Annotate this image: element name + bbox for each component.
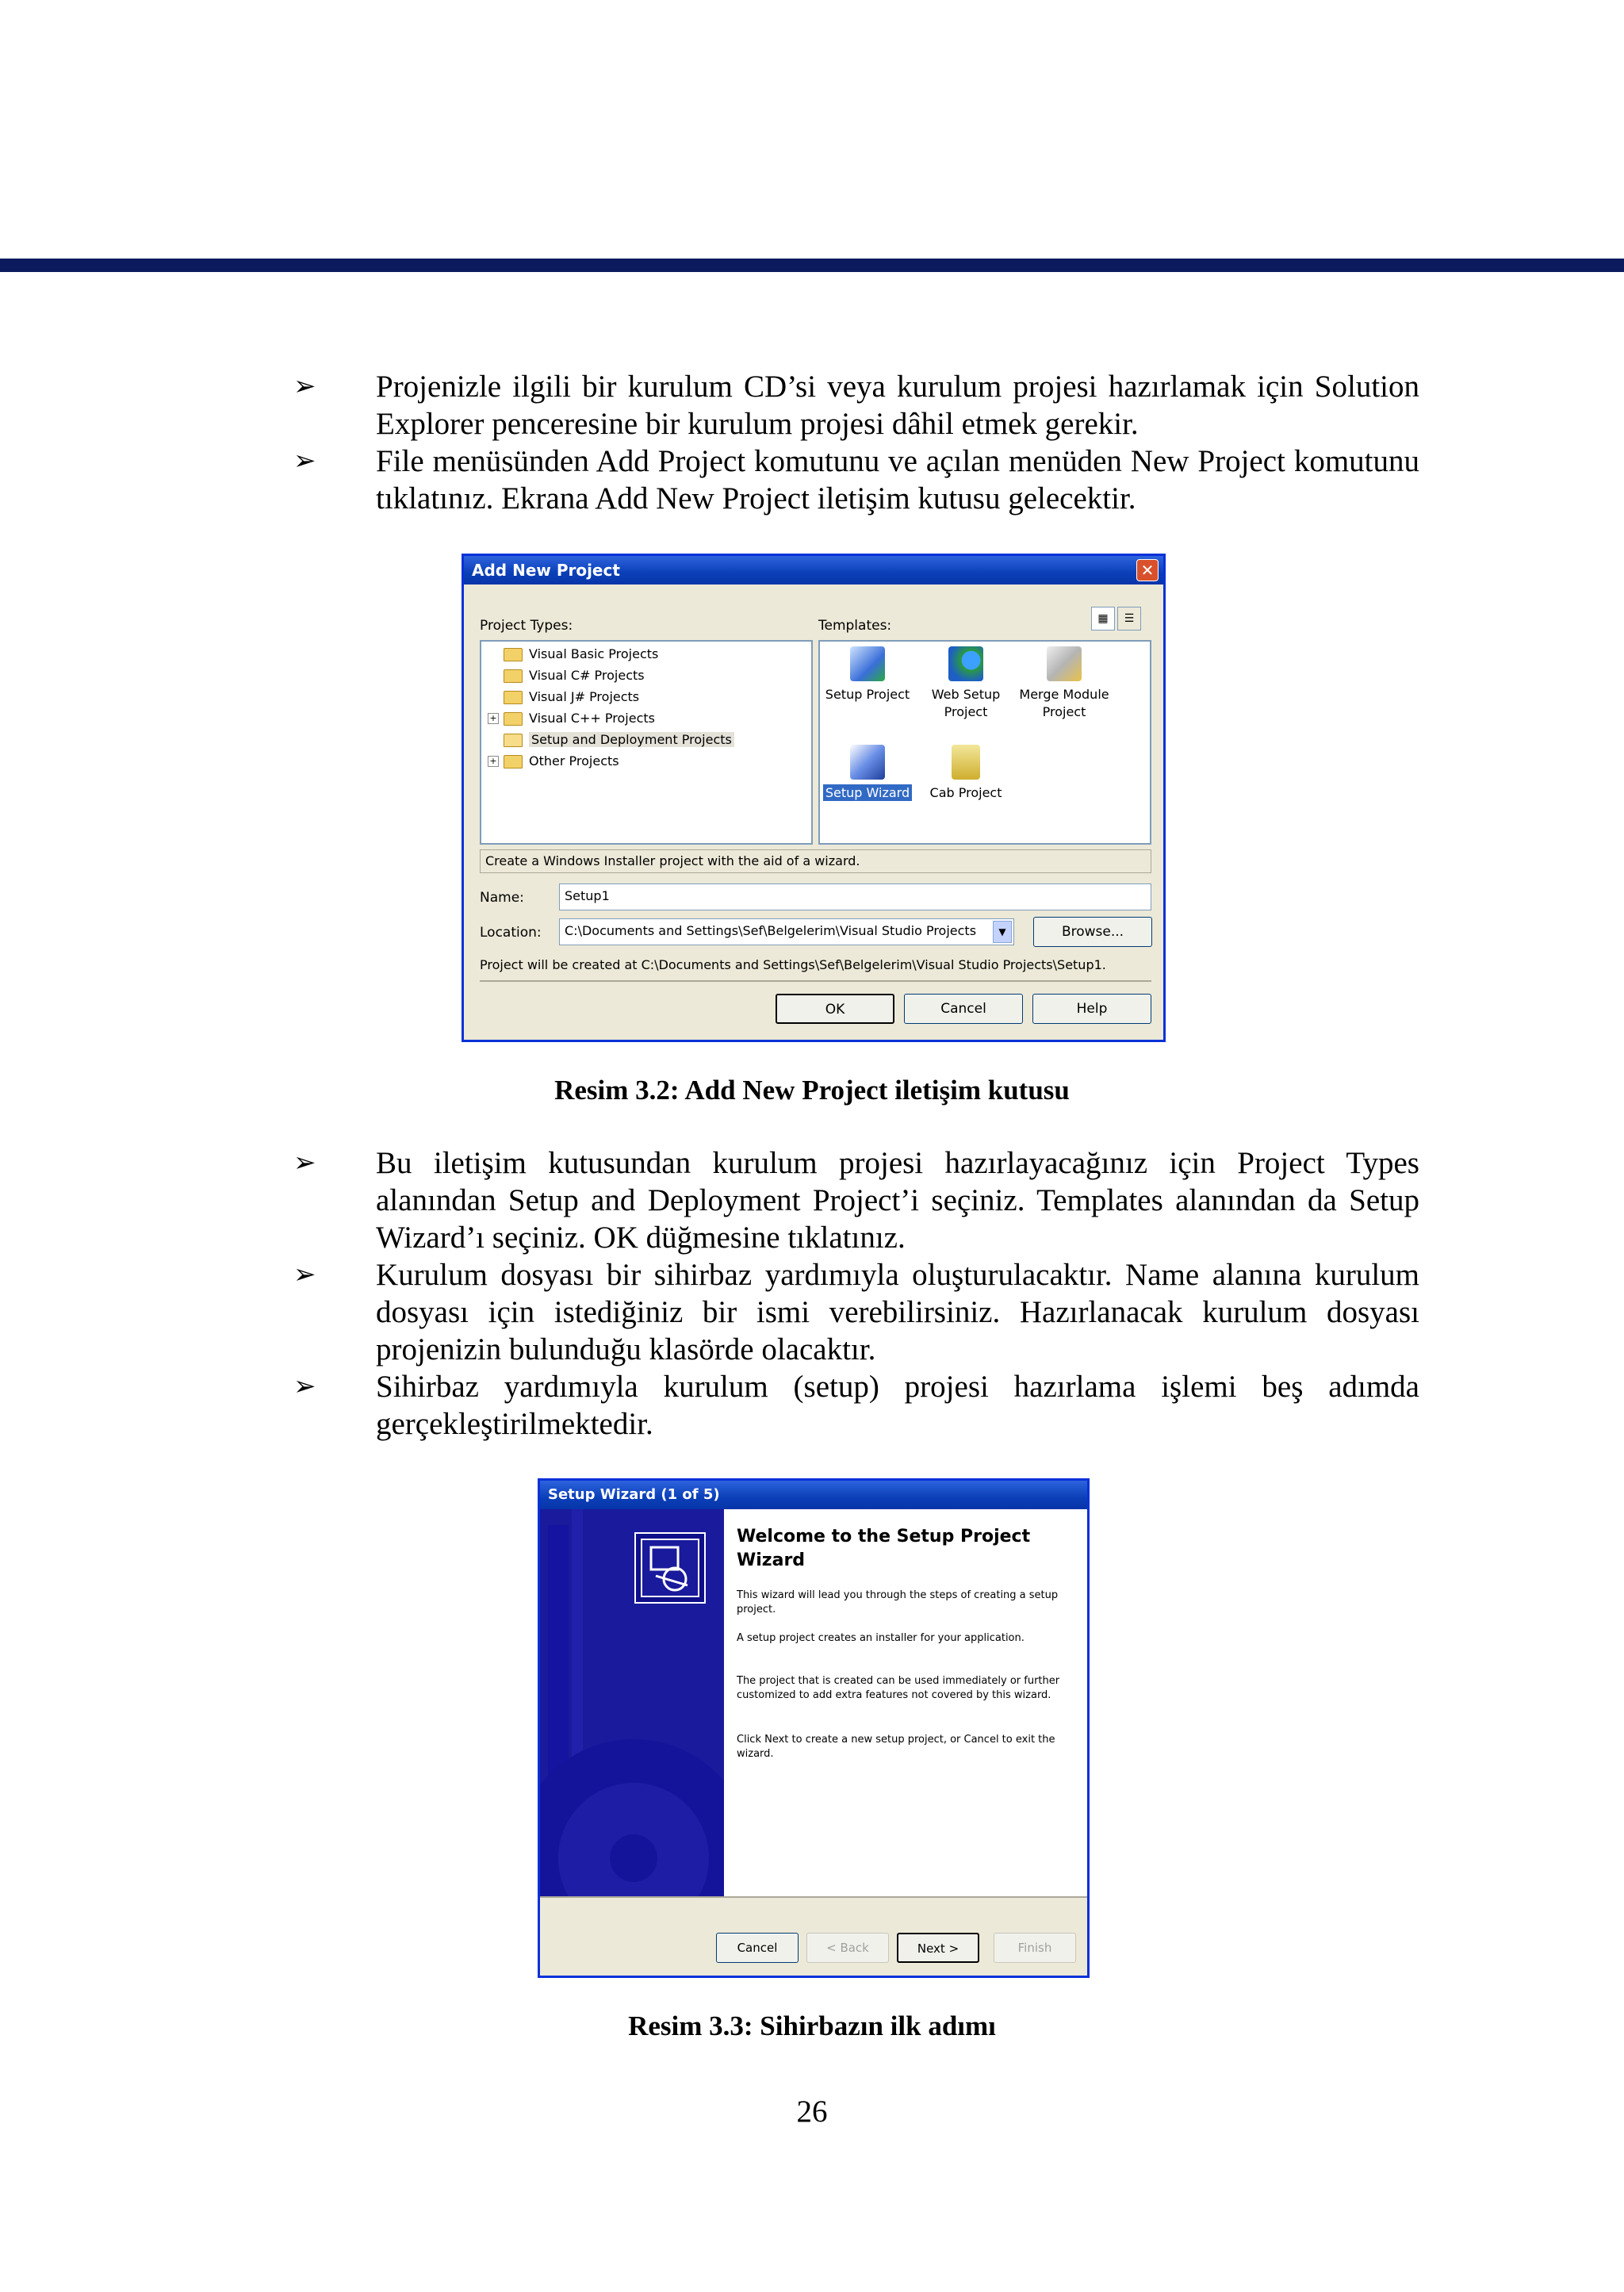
- header-rule: [0, 259, 1624, 272]
- template-label: Web Setup Project: [931, 687, 1001, 719]
- web-setup-project-icon: [948, 646, 983, 681]
- wizard-paragraph: This wizard will lead you through the steps of creating a setup project.: [737, 1589, 1059, 1616]
- bullet-paragraph: [293, 1256, 1419, 1368]
- wizard-banner: [540, 1509, 724, 1896]
- page-number: 26: [796, 2095, 828, 2129]
- folder-icon: [504, 755, 523, 768]
- name-input[interactable]: Setup1: [559, 883, 1151, 910]
- folder-icon: [504, 712, 523, 726]
- arrow-bullet-icon: ➢: [293, 445, 316, 477]
- bullet-text: Projenizle ilgili bir kurulum CD’si veya kurulum projesi hazırlamak için Solution Explorer penceresine bir kurulum projesi dâhil etmek gerekir.: [376, 370, 1419, 441]
- dialog-title-bar: [540, 1481, 1087, 1509]
- wizard-paragraph: The project that is created can be used immediately or further customized to add extra features not covered by this wizard.: [737, 1675, 1060, 1701]
- bullet-list-top: [293, 368, 1419, 517]
- expand-plus-icon[interactable]: +: [488, 713, 499, 724]
- template-description: Create a Windows Installer project with the aid of a wizard.: [480, 849, 1151, 873]
- tree-item-setup-deployment[interactable]: [504, 730, 734, 749]
- figure-caption: Resim 3.3: Sihirbazın ilk adımı: [628, 2010, 996, 2041]
- cancel-button[interactable]: Cancel: [904, 994, 1023, 1024]
- arrow-bullet-icon: ➢: [293, 1147, 316, 1179]
- folder-icon: [504, 691, 523, 704]
- template-label: Setup Wizard: [823, 784, 912, 801]
- template-setup-project[interactable]: [820, 646, 915, 703]
- tree-item-visual-basic[interactable]: [504, 645, 658, 664]
- setup-wizard-dialog: [538, 1478, 1090, 1978]
- cab-project-icon: [952, 745, 980, 780]
- tree-item-label: Visual C# Projects: [529, 668, 645, 683]
- dialog-title: Add New Project: [472, 561, 620, 580]
- project-types-label: Project Types:: [480, 618, 573, 634]
- location-label: Location:: [480, 925, 542, 941]
- list-view-icon[interactable]: ☰: [1117, 607, 1141, 630]
- wizard-banner-art: [540, 1509, 724, 1896]
- template-label: Setup Project: [825, 687, 910, 702]
- cancel-button[interactable]: Cancel: [716, 1933, 799, 1963]
- tree-item-label: Visual Basic Projects: [529, 646, 659, 661]
- close-icon[interactable]: ✕: [1136, 559, 1159, 581]
- bullet-list-bottom: [293, 1144, 1419, 1443]
- template-cab-project[interactable]: [918, 745, 1013, 802]
- bullet-paragraph: [293, 1144, 1419, 1256]
- name-label: Name:: [480, 890, 524, 906]
- template-merge-module[interactable]: [1017, 646, 1112, 721]
- location-value: C:\Documents and Settings\Sef\Belgelerim\Visual Studio Projects: [565, 923, 977, 938]
- tree-item-label: Visual J# Projects: [529, 689, 640, 704]
- setup-wizard-icon: [850, 745, 885, 780]
- tree-item-visual-csharp[interactable]: [504, 666, 645, 685]
- arrow-bullet-icon: ➢: [293, 1370, 316, 1402]
- template-label: Merge Module Project: [1019, 687, 1109, 719]
- bullet-paragraph: [293, 368, 1419, 443]
- bullet-paragraph: [293, 443, 1419, 517]
- divider: [480, 980, 1151, 982]
- folder-icon: [504, 648, 523, 661]
- project-path-info: Project will be created at C:\Documents and Settings\Sef\Belgelerim\Visual Studio Projects\Setup1.: [480, 957, 1106, 972]
- templates-label: Templates:: [818, 618, 892, 634]
- bullet-paragraph: [293, 1368, 1419, 1443]
- arrow-bullet-icon: ➢: [293, 1259, 316, 1290]
- tree-item-other-projects[interactable]: [504, 752, 619, 771]
- dialog-title: Setup Wizard (1 of 5): [548, 1486, 720, 1503]
- folder-icon: [504, 669, 523, 683]
- tree-item-visual-jsharp[interactable]: [504, 688, 639, 707]
- templates-list[interactable]: [818, 640, 1151, 845]
- ok-button[interactable]: OK: [776, 994, 894, 1024]
- bullet-text: Bu iletişim kutusundan kurulum projesi hazırlayacağınız için Project Types alanından Setup and Deployment Project’i seçiniz. Templates alanından da Setup Wizard’ı seçiniz. OK düğmesine tıklatınız.: [376, 1146, 1419, 1255]
- wizard-paragraph: A setup project creates an installer for your application.: [737, 1632, 1025, 1644]
- open-folder-icon: [504, 734, 523, 747]
- project-types-tree[interactable]: [480, 640, 813, 845]
- bullet-text: File menüsünden Add Project komutunu ve açılan menüden New Project komutunu tıklatınız. Ekrana Add New Project iletişim kutusu gelecektir.: [376, 444, 1419, 516]
- tree-item-label: Other Projects: [529, 753, 619, 768]
- setup-project-icon: [850, 646, 885, 681]
- finish-button[interactable]: Finish: [994, 1933, 1076, 1963]
- tree-item-label: Setup and Deployment Projects: [529, 732, 734, 747]
- next-button[interactable]: Next >: [897, 1933, 979, 1963]
- location-combobox[interactable]: [559, 918, 1014, 945]
- template-setup-wizard[interactable]: [820, 745, 915, 802]
- wizard-paragraph: Click Next to create a new setup project, or Cancel to exit the wizard.: [737, 1734, 1055, 1760]
- wizard-content: [724, 1509, 1087, 1896]
- bullet-text: Sihirbaz yardımıyla kurulum (setup) projesi hazırlama işlemi beş adımda gerçekleştirilmektedir.: [376, 1370, 1419, 1441]
- merge-module-icon: [1047, 646, 1082, 681]
- add-new-project-dialog: [462, 554, 1166, 1042]
- template-label: Cab Project: [929, 785, 1002, 800]
- tree-item-label: Visual C++ Projects: [529, 711, 655, 726]
- chevron-down-icon[interactable]: ▼: [993, 921, 1012, 943]
- back-button[interactable]: < Back: [806, 1933, 889, 1963]
- template-web-setup-project[interactable]: [918, 646, 1013, 721]
- arrow-bullet-icon: ➢: [293, 370, 316, 402]
- tree-item-visual-cpp[interactable]: [504, 709, 655, 728]
- large-icons-view-icon[interactable]: ▦: [1091, 607, 1115, 630]
- dialog-title-bar: [464, 556, 1163, 584]
- figure-caption: Resim 3.2: Add New Project iletişim kutusu: [554, 1075, 1070, 1106]
- divider: [540, 1896, 1087, 1898]
- help-button[interactable]: Help: [1032, 994, 1151, 1024]
- wizard-heading: Welcome to the Setup Project Wizard: [737, 1527, 1031, 1570]
- expand-plus-icon[interactable]: +: [488, 756, 499, 767]
- bullet-text: Kurulum dosyası bir sihirbaz yardımıyla oluşturulacaktır. Name alanına kurulum dosyası için istediğiniz bir ismi verebilirsiniz. Hazırlanacak kurulum dosyası projenizin bulunduğu klasörde olacaktır.: [376, 1258, 1419, 1366]
- browse-button[interactable]: Browse...: [1033, 917, 1152, 947]
